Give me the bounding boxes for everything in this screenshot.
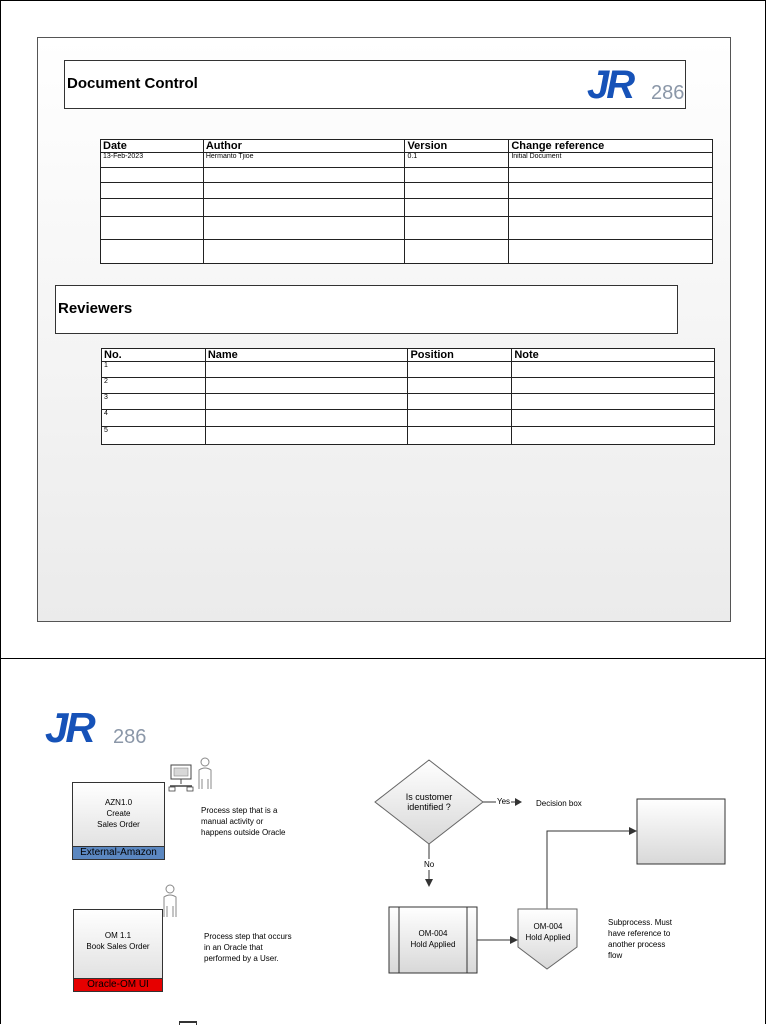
document-control-title: Document Control xyxy=(67,75,198,92)
page-process-legend xyxy=(0,658,766,1024)
logo-number: 286 xyxy=(651,82,685,104)
table-cell xyxy=(405,168,509,183)
table-header-row xyxy=(101,140,713,153)
decision-line: Is customer xyxy=(405,792,453,802)
table-cell xyxy=(512,378,715,394)
reviewers-table xyxy=(101,348,715,445)
table-cell xyxy=(205,362,408,378)
table-cell: Initial Document xyxy=(509,153,713,168)
table-cell xyxy=(408,394,512,410)
table-cell xyxy=(405,183,509,199)
target-arrowhead xyxy=(629,827,637,835)
table-row xyxy=(102,427,715,445)
table-row xyxy=(102,410,715,427)
table-cell xyxy=(205,394,408,410)
table-cell xyxy=(512,362,715,378)
table-cell xyxy=(509,217,713,240)
table-cell xyxy=(408,362,512,378)
table-cell xyxy=(509,183,713,199)
column-header: Note xyxy=(512,349,715,362)
reviewers-header xyxy=(55,285,678,334)
no-label: No xyxy=(424,860,435,869)
column-header: No. xyxy=(102,349,206,362)
step-id: OM 1.1 xyxy=(104,931,132,940)
description-line: have reference to xyxy=(608,929,671,938)
table-row xyxy=(102,362,715,378)
table-cell xyxy=(512,427,715,445)
table-cell xyxy=(512,394,715,410)
oracle-om-ui-bar: Oracle-OM UI xyxy=(73,978,163,992)
offpage-label: Hold Applied xyxy=(525,933,571,942)
table-cell xyxy=(203,240,405,264)
table-row xyxy=(101,240,713,264)
column-header: Change reference xyxy=(509,140,713,153)
table-cell xyxy=(205,410,408,427)
external-amazon-bar: External-Amazon xyxy=(72,846,165,860)
flow-connectors xyxy=(1,659,767,1025)
table-cell xyxy=(203,168,405,183)
table-cell xyxy=(205,427,408,445)
table-row xyxy=(101,183,713,199)
target-connector xyxy=(547,831,629,909)
document-control-header xyxy=(64,60,686,109)
offpage-text xyxy=(518,921,578,943)
table-cell xyxy=(203,217,405,240)
table-cell xyxy=(101,168,204,183)
column-header: Date xyxy=(101,140,204,153)
table-cell xyxy=(509,168,713,183)
target-process-box xyxy=(637,799,725,864)
cropped-shape xyxy=(179,1021,197,1025)
table-row xyxy=(101,168,713,183)
table-cell: 2 xyxy=(102,378,206,394)
decision-line: identified ? xyxy=(407,802,451,812)
description-line: Process step that is a xyxy=(201,806,278,815)
description-line: in an Oracle that xyxy=(204,943,263,952)
table-cell xyxy=(509,199,713,217)
no-arrowhead xyxy=(425,879,433,887)
table-cell xyxy=(203,199,405,217)
jr286-logo xyxy=(587,65,683,105)
description-line: Subprocess. Must xyxy=(608,918,673,927)
table-cell: 13-Feb-2023 xyxy=(101,153,204,168)
subprocess-arrowhead xyxy=(510,936,518,944)
table-header-row xyxy=(102,349,715,362)
table-cell xyxy=(408,378,512,394)
description-line: another process xyxy=(608,940,666,949)
column-header: Position xyxy=(408,349,512,362)
column-header: Name xyxy=(205,349,408,362)
reviewers-title: Reviewers xyxy=(58,300,133,317)
table-cell xyxy=(408,427,512,445)
table-row xyxy=(101,199,713,217)
table-cell xyxy=(405,217,509,240)
column-header: Version xyxy=(405,140,509,153)
yes-arrowhead xyxy=(515,798,522,806)
description-line: happens outside Oracle xyxy=(201,828,286,837)
table-cell xyxy=(101,183,204,199)
step-label: Book Sales Order xyxy=(86,942,150,951)
decision-box-description: Decision box xyxy=(536,799,582,808)
logo-number: 286 xyxy=(113,726,147,748)
table-cell xyxy=(101,217,204,240)
logo-letters: JR xyxy=(587,63,633,107)
document-control-table xyxy=(100,139,713,264)
table-cell: 5 xyxy=(102,427,206,445)
description-line: performed by a User. xyxy=(204,954,279,963)
column-header: Author xyxy=(203,140,405,153)
subprocess-id: OM-004 xyxy=(418,929,448,938)
description-line: flow xyxy=(608,951,623,960)
table-cell xyxy=(203,183,405,199)
step-label: Create xyxy=(106,809,131,818)
document-panel xyxy=(37,37,731,622)
description-line: manual activity or xyxy=(201,817,264,826)
table-cell: 4 xyxy=(102,410,206,427)
table-cell xyxy=(408,410,512,427)
description-line: Process step that occurs xyxy=(204,932,292,941)
table-cell xyxy=(405,240,509,264)
table-cell xyxy=(405,199,509,217)
table-cell xyxy=(101,240,204,264)
table-cell: 0.1 xyxy=(405,153,509,168)
table-cell: 1 xyxy=(102,362,206,378)
table-cell xyxy=(205,378,408,394)
table-row xyxy=(101,153,713,168)
offpage-id: OM-004 xyxy=(533,922,563,931)
step-label: Sales Order xyxy=(97,820,140,829)
table-row xyxy=(101,217,713,240)
step-id: AZN1.0 xyxy=(104,798,133,807)
table-cell: 3 xyxy=(102,394,206,410)
table-cell xyxy=(101,199,204,217)
table-row xyxy=(102,378,715,394)
table-cell xyxy=(509,240,713,264)
logo-letters: JR xyxy=(45,704,93,751)
table-row xyxy=(102,394,715,410)
yes-label: Yes xyxy=(497,797,511,806)
subprocess-text xyxy=(399,928,467,950)
subprocess-description xyxy=(608,917,672,961)
subprocess-label: Hold Applied xyxy=(410,940,456,949)
decision-question xyxy=(395,792,463,812)
table-cell xyxy=(512,410,715,427)
table-cell: Hermanto Tjioe xyxy=(203,153,405,168)
